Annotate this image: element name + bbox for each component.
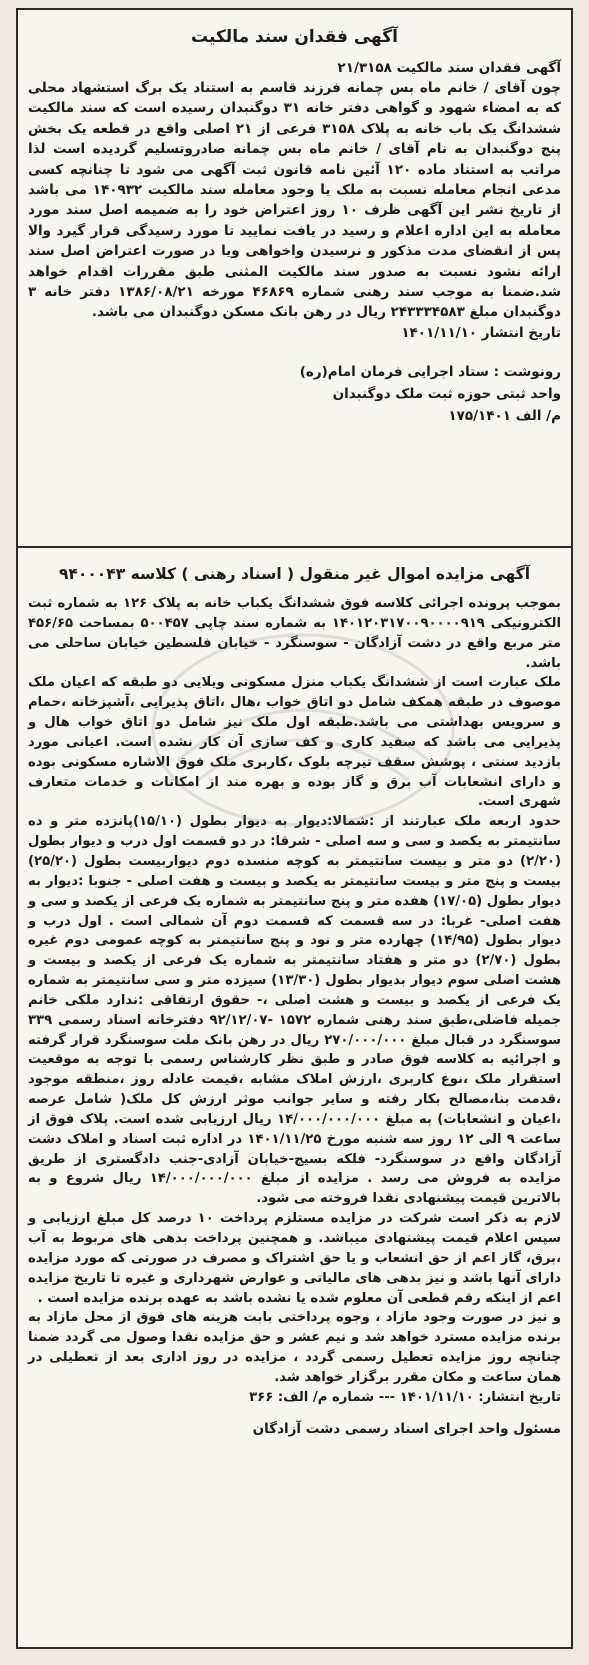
copy-line-1: رونوشت : ستاد اجرایی فرمان امام(ره) [299,363,561,380]
newspaper-clipping [16,8,573,1649]
auction-body [28,594,561,1388]
auction-paragraph: لازم به ذکر است شرکت در مزایده مستلزم پرداخت ۱۰ درصد کل مبلغ ارزیابی و سپس اعلام قیمت پیشنهادی میباشد. و همچنین پرداخت بدهی های مربوط به آب ،برق، گاز اعم از حق انشعاب و یا حق اشتراک و مصرف در صورتی که مورد مزایده دارای آنها باشد و نیز بدهی های مالیاتی و عوارض شهرداری و غیره تا تاریخ مزایده اعم از اینکه رقم قطعی آن معلوم شده یا نشده باشد به عهده برنده مزایده است . [28,1211,562,1306]
auction-paragraph: ملک عبارت است از ششدانگ یکباب منزل مسکونی ویلایی دو طبقه که اعیان ملک موصوف در طبقه همکف شامل دو اتاق خواب ،هال ،اتاق پذیرایی ،آشپزخانه ،حمام و سرویس بهداشتی می باشد.طبقه اول ملک نیز شامل دو اتاق خواب هال و پذیرایی می باشد که سفید کاری و کف سازی آن کار نشده است. اعیانی مورد بازدید سنتی ، پوشش سقف تیرچه بلوک ،کاربری ملک فوق الاشاره مسکونی بوده و دارای انشعابات آب برق و گاز بوده و بهره مند از امکانات و خدمات متعارف شهری است. [28,675,561,810]
auction-paragraph: بموجب پرونده اجرائی کلاسه فوق ششدانگ یکباب خانه به پلاک ۱۲۶ به شماره ثبت الکترونیکی ۱۴۰۱۲۰۳۱۷۰۰۹۰۰۰۰۹۱۹ به شماره سند چاپی ۵۰۰۴۵۷ بمساحت ۴۵۶/۶۵ متر مربع واقع در دشت آزادگان - سوسنگرد - خیابان فلسطین خیابان ساحلی می باشد. [28,596,562,671]
auction-title: آگهی مزایده اموال غیر منقول ( اسناد رهنی ) کلاسه ۹۴۰۰۰۴۳ [58,565,531,583]
auction-signature: مسئول واحد اجرای اسناد رسمی دشت آزادگان [252,1420,561,1437]
auction-notice [18,548,571,1647]
copy-recipients [28,361,561,405]
notice-subtitle: آگهی فقدان سند مالکیت ۲۱/۳۱۵۸ [337,60,561,76]
reference-number: م/ الف ۱۷۵/۱۴۰۱ [448,407,561,424]
copy-line-2: واحد ثبتی حوزه ثبت ملک دوگنبدان [332,385,561,402]
notice-body: چون آقای / خانم ماه بس چمانه فرزند قاسم به استناد یک برگ استشهاد محلی که به امضاء شهود و گواهی دفتر خانه ۳۱ دوگنبدان رسیده است که سند مالکیت ششدانگ یک باب خانه به پلاک ۳۱۵۸ فرعی از ۲۱ اصلی واقع در قطعه یک بخش پنج دوگنبدان به نام آقای / خانم ماه بس چمانه صادروتسلیم گردیده است لذا مراتب به استناد ماده ۱۲۰ آئین نامه قانون ثبت آگهی می شود تا چنانچه کسی مدعی انجام معامله نسبت به ملک یا وجود معامله سند مالکیت ۱۴۰۹۳۲ می باشد از تاریخ نشر این آگهی ظرف ۱۰ روز اعتراض خود را به ضمیمه اصل سند مورد معامله به این اداره اعلام و رسید در یافت نمایید تا مورد رسیدگی قرار گیرد والا پس از انقضای مدت مذکور و نرسیدن واخواهی ویا در صورت اعتراض اصل سند ارائه نشود نسبت به صدور سند مالکیت المثنی طبق مقررات اقدام خواهد شد.ضمنا به موجب سند رهنی شماره ۴۶۸۶۹ مورخه ۱۳۸۶/۰۸/۲۱ دفتر خانه ۳ دوگنبدان مبلغ ۲۴۳۳۳۴۵۸۳ ریال در رهن بانک مسکن دوگنبدان می باشد. [28,80,562,321]
ownership-loss-notice [18,10,571,548]
notice-title: آگهی فقدان سند مالکیت [190,27,398,47]
publish-date: تاریخ انتشار ۱۴۰۱/۱۱/۱۰ [401,324,561,341]
auction-paragraph: حدود اربعه ملک عبارتند از :شمالا:دیوار به دیوار بطول (۱۵/۱۰)پانزده متر و ده سانتیمتر به یکصد و سی و سه اصلی - شرقا: در دو قسمت اول درب و دیوار بطول (۲/۲۰) دو متر و بیست سانتیمتر به کوچه منسده دوم دیواربیست بطول (۲۵/۲۰) بیست و پنج متر و بیست سانتیمتر به یکصد و بیست و هفت اصلی - جنوبا :دیوار به دیوار بطول (۱۷/۰۵) هفده متر و پنج سانتیمتر به شماره یک فرعی از یکصد و سی و هفت اصلی- غربا: در سه قسمت که قسمت دوم آن شمالی است . اول درب و دیوار بطول (۱۴/۹۵) چهارده متر و نود و پنج سانتیمتر به کوچه عمومی دوم غیره بطول (۲/۷۰) دو متر و هفتاد سانتیمتر به شماره یک فرعی از یکصد و بیست و هشت اصلی سوم دیوار بدیوار بطول (۱۳/۳۰) سیزده متر و سی سانتیمتر به شماره یک فرعی از یکصد و بیست و هشت اصلی ،- حقوق ارتفاقی :ندارد ملکی خانم جمیله فاضلی،طبق سند رهنی شماره ۱۵۷۲ -۹۲/۱۲/۰۷ دفترخانه اسناد رسمی ۳۳۹ سوسنگرد در قبال مبلغ ۲۷۰/۰۰۰/۰۰۰ ریال در رهن بانک ملت سوسنگرد قرار گرفته و اجرائیه به کلاسه فوق صادر و طبق نظر کارشناس رسمی با توجه به موقعیت استقرار ملک ،نوع کاربری ،ارزش املاک مشابه ،قیمت عادله روز ،منطقه موجود ،قدمت بنا،مصالح بکار رفته و سایر جوانب موثر ارزش کل ملک( شامل عرصه ،اعیان و انشعابات) به مبلغ ۱۴/۰۰۰/۰۰۰/۰۰۰ ریال ارزیابی شده است. پلاک فوق از ساعت ۹ الی ۱۲ روز سه شنبه مورخ ۱۴۰۱/۱۱/۲۵ در اداره ثبت اسناد و املاک دشت آزادگان واقع در سوسنگرد- فلکه بسیج-خیابان آزادی-جنب دادگستری از طریق مزایده به فروش می رسد . مزایده از مبلغ ۱۴/۰۰۰/۰۰۰/۰۰۰ ریال شروع و به بالاترین قیمت پیشنهادی نقدا فروخته می شود. [28,814,562,1207]
auction-paragraph: و نیز در صورت وجود مازاد ، وجوه پرداختی بابت هزینه های فوق از محل مازاد به برنده مزایده مسترد خواهد شد و نیم عشر و حق مزایده نقدا وصول می گردد ضمنا چنانچه روز مزایده تعطیل رسمی گردد ، مزایده در روز اداری بعد از تعطیلی در همان ساعت و مکان مقرر برگزار خواهد شد. [28,1310,561,1385]
auction-publish-line: تاریخ انتشار: ۱۴۰۱/۱۱/۱۰ --- شماره م/ الف: ۳۶۶ [249,1389,561,1405]
